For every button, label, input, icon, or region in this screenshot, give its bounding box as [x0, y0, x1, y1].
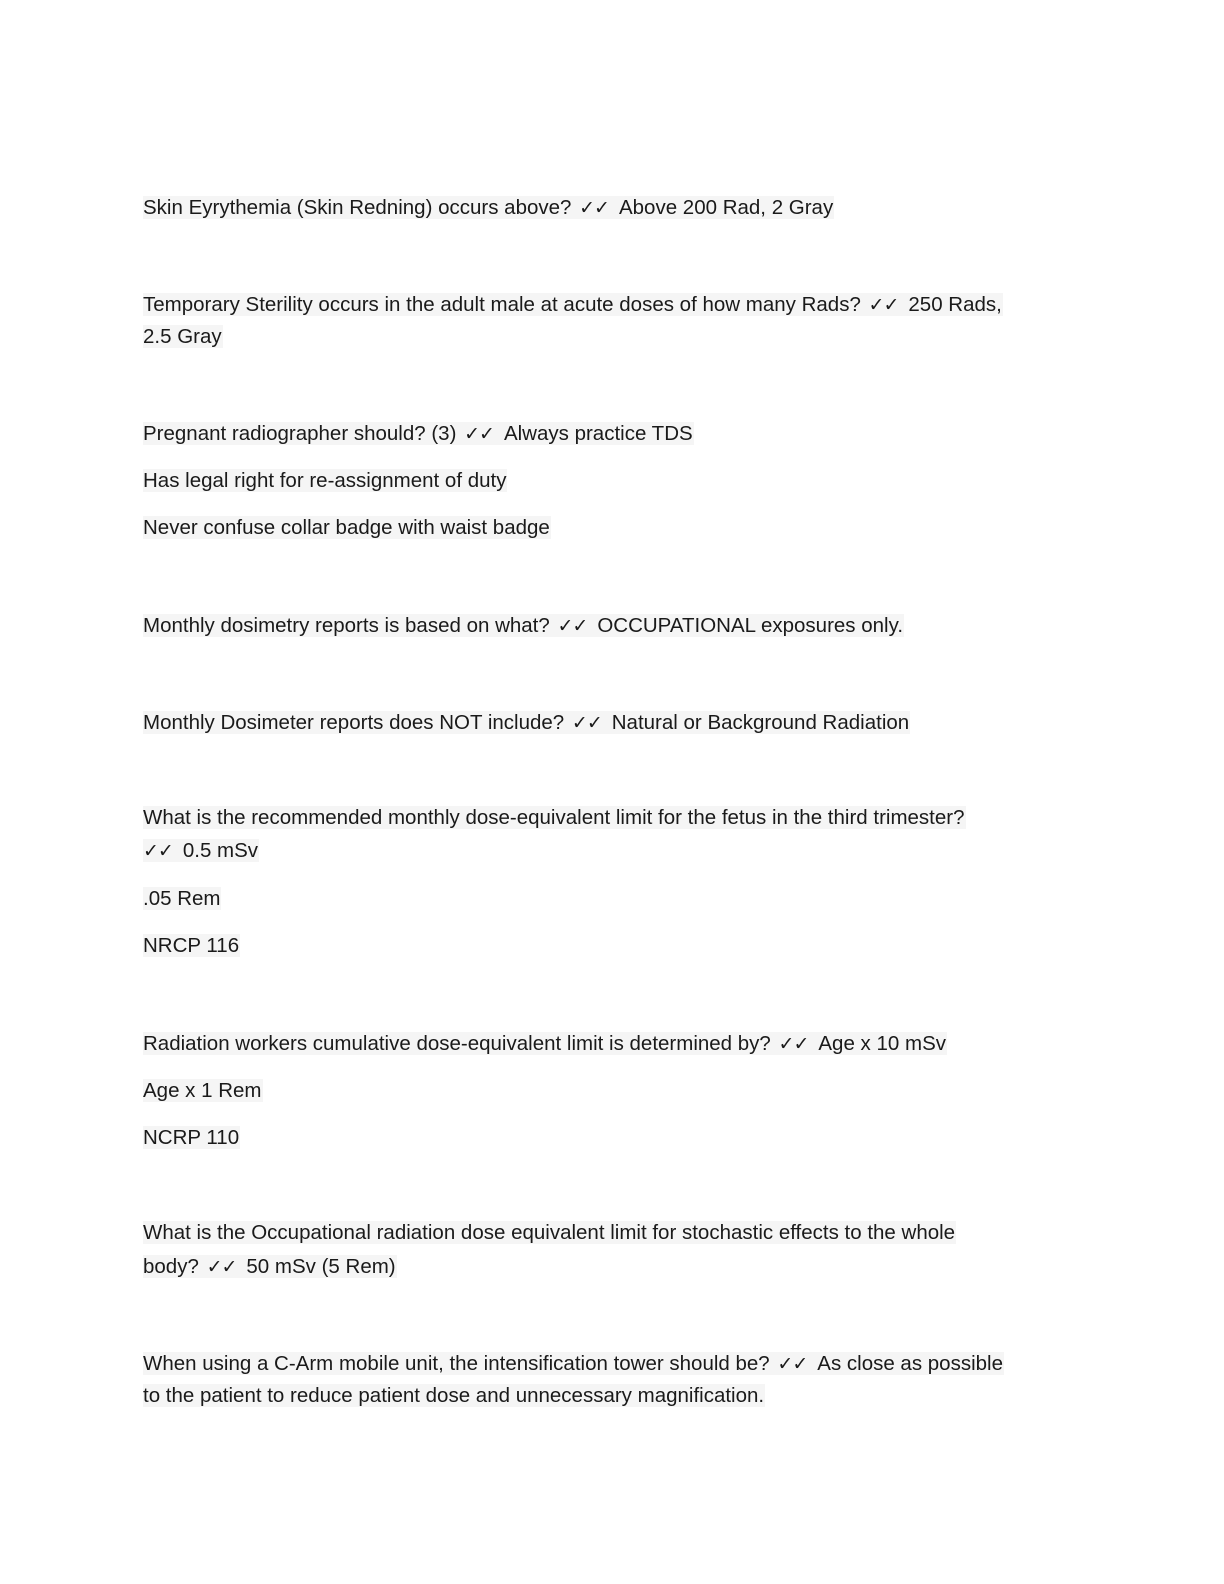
- answer-extra-line: .05 Rem: [143, 887, 221, 910]
- double-check-icon: ✓✓: [778, 1033, 809, 1055]
- answer-extra-line: Age x 1 Rem: [143, 1079, 262, 1102]
- answer-text: 250 Rads,: [908, 293, 1002, 316]
- answer-text: Above 200 Rad, 2 Gray: [618, 196, 834, 219]
- double-check-icon: ✓✓: [557, 615, 588, 637]
- qa-item-6-answer: [143, 835, 259, 867]
- answer-text: OCCUPATIONAL exposures only.: [597, 614, 904, 637]
- qa-item-3: [143, 418, 694, 450]
- qa-item-9: [143, 1348, 1004, 1380]
- answer-extra-line: Has legal right for re-assignment of duty: [143, 469, 507, 492]
- question-text: What is the recommended monthly dose-equivalent limit for the fetus in the third trimester?: [143, 806, 965, 829]
- double-check-icon: ✓✓: [579, 197, 609, 219]
- question-text: Pregnant radiographer should? (3): [143, 422, 457, 445]
- qa-item-2-continuation: [143, 321, 223, 353]
- answer-extra-line: NCRP 110: [143, 1126, 240, 1149]
- question-text: Skin Eyrythemia (Skin Redning) occurs above?: [143, 196, 572, 219]
- answer-text: 50 mSv (5 Rem): [246, 1255, 396, 1278]
- answer-text: 2.5 Gray: [143, 325, 222, 348]
- qa-item-1: [143, 192, 834, 224]
- double-check-icon: ✓✓: [777, 1353, 808, 1375]
- question-text: Radiation workers cumulative dose-equivalent limit is determined by?: [143, 1032, 771, 1055]
- qa-item-7: [143, 1028, 947, 1060]
- double-check-icon: ✓✓: [143, 840, 173, 862]
- answer-text: 0.5 mSv: [182, 839, 259, 862]
- question-text: Monthly dosimetry reports is based on what?: [143, 614, 550, 637]
- document-page: [143, 0, 1073, 1584]
- answer-text: As close as possible: [817, 1352, 1003, 1375]
- qa-item-9-continuation: [143, 1380, 765, 1412]
- question-text: Temporary Sterility occurs in the adult male at acute doses of how many Rads?: [143, 293, 861, 316]
- double-check-icon: ✓✓: [868, 294, 899, 316]
- qa-item-6: [143, 802, 966, 834]
- answer-text: to the patient to reduce patient dose and unnecessary magnification.: [143, 1384, 765, 1407]
- double-check-icon: ✓✓: [464, 423, 494, 445]
- qa-item-2: [143, 289, 1003, 321]
- answer-text: Age x 10 mSv: [818, 1032, 946, 1055]
- qa-item-5: [143, 707, 910, 739]
- question-text: What is the Occupational radiation dose equivalent limit for stochastic effects to the whole: [143, 1221, 956, 1244]
- qa-item-8: [143, 1217, 956, 1249]
- double-check-icon: ✓✓: [206, 1256, 237, 1278]
- answer-extra-line: NRCP 116: [143, 934, 240, 957]
- qa-item-4: [143, 610, 904, 642]
- question-text: body?: [143, 1255, 199, 1278]
- answer-extra-line: Never confuse collar badge with waist badge: [143, 516, 550, 539]
- answer-text: Natural or Background Radiation: [611, 711, 910, 734]
- answer-text: Always practice TDS: [503, 422, 693, 445]
- question-text: When using a C-Arm mobile unit, the intensification tower should be?: [143, 1352, 770, 1375]
- qa-item-8-continuation: [143, 1251, 397, 1283]
- double-check-icon: ✓✓: [571, 712, 602, 734]
- question-text: Monthly Dosimeter reports does NOT include?: [143, 711, 565, 734]
